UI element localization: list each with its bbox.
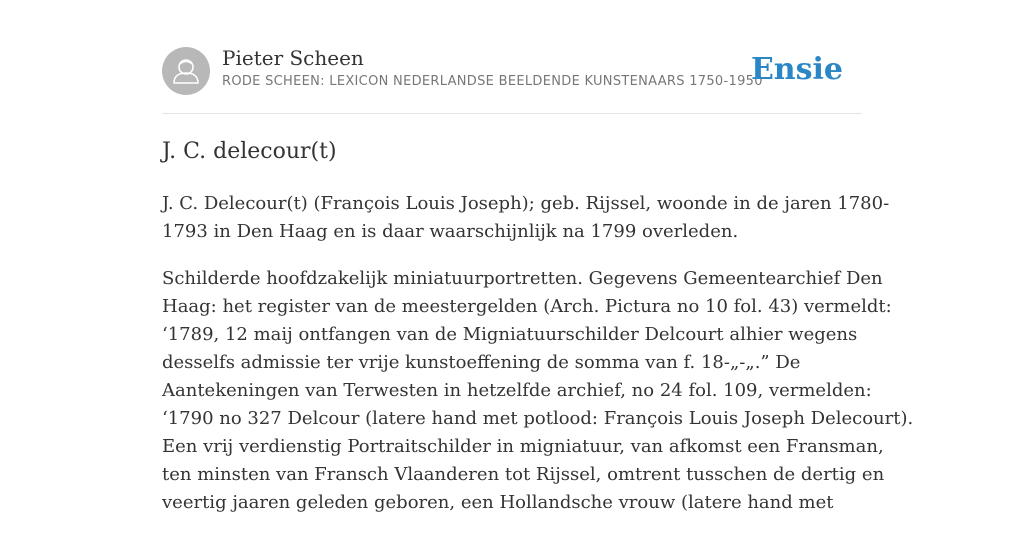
article-body [162, 190, 914, 536]
divider [162, 113, 862, 114]
text-line: Een vrij verdienstig Portraitschilder in migniatuur, van afkomst een Fransman, [162, 436, 884, 457]
text-line: J. C. Delecour(t) (François Louis Joseph); geb. Rijssel, woonde in de jaren 1780- [162, 193, 890, 214]
paragraph-1 [162, 190, 890, 246]
text-line: ‘1790 no 327 Delcour (latere hand met potlood: François Louis Joseph Delecourt). [162, 408, 914, 429]
source-name[interactable]: RODE SCHEEN: LEXICON NEDERLANDSE BEELDENDE KUNSTENAARS 1750-1950 [222, 74, 763, 89]
brand-logo[interactable]: Ensie [750, 52, 843, 87]
text-line: Haag: het register van de meestergelden (Arch. Pictura no 10 fol. 43) vermeldt: [162, 296, 892, 317]
text-line: Schilderde hoofdzakelijk miniatuurportretten. Gegevens Gemeentearchief Den [162, 268, 883, 289]
user-icon [162, 47, 210, 95]
text-line: 1793 in Den Haag en is daar waarschijnlijk na 1799 overleden. [162, 221, 739, 242]
page [162, 0, 914, 513]
text-line: Aantekeningen van Terwesten in hetzelfde archief, no 24 fol. 109, vermelden: [162, 380, 872, 401]
text-line: desselfs admissie ter vrije kunstoeffening de somma van f. 18-„-„.” De [162, 352, 801, 373]
text-line: ‘1789, 12 maij ontfangen van de Migniatuurschilder Delcourt alhier wegens [162, 324, 858, 345]
avatar[interactable] [162, 47, 210, 95]
paragraph-2 [162, 265, 914, 517]
text-line: ten minsten van Fransch Vlaanderen tot Rijssel, omtrent tusschen de dertig en [162, 464, 885, 485]
article-title: J. C. delecour(t) [162, 139, 337, 164]
header [162, 46, 862, 96]
author-name[interactable]: Pieter Scheen [222, 46, 364, 70]
text-line: veertig jaaren geleden geboren, een Hollandsche vrouw (latere hand met [162, 492, 834, 513]
